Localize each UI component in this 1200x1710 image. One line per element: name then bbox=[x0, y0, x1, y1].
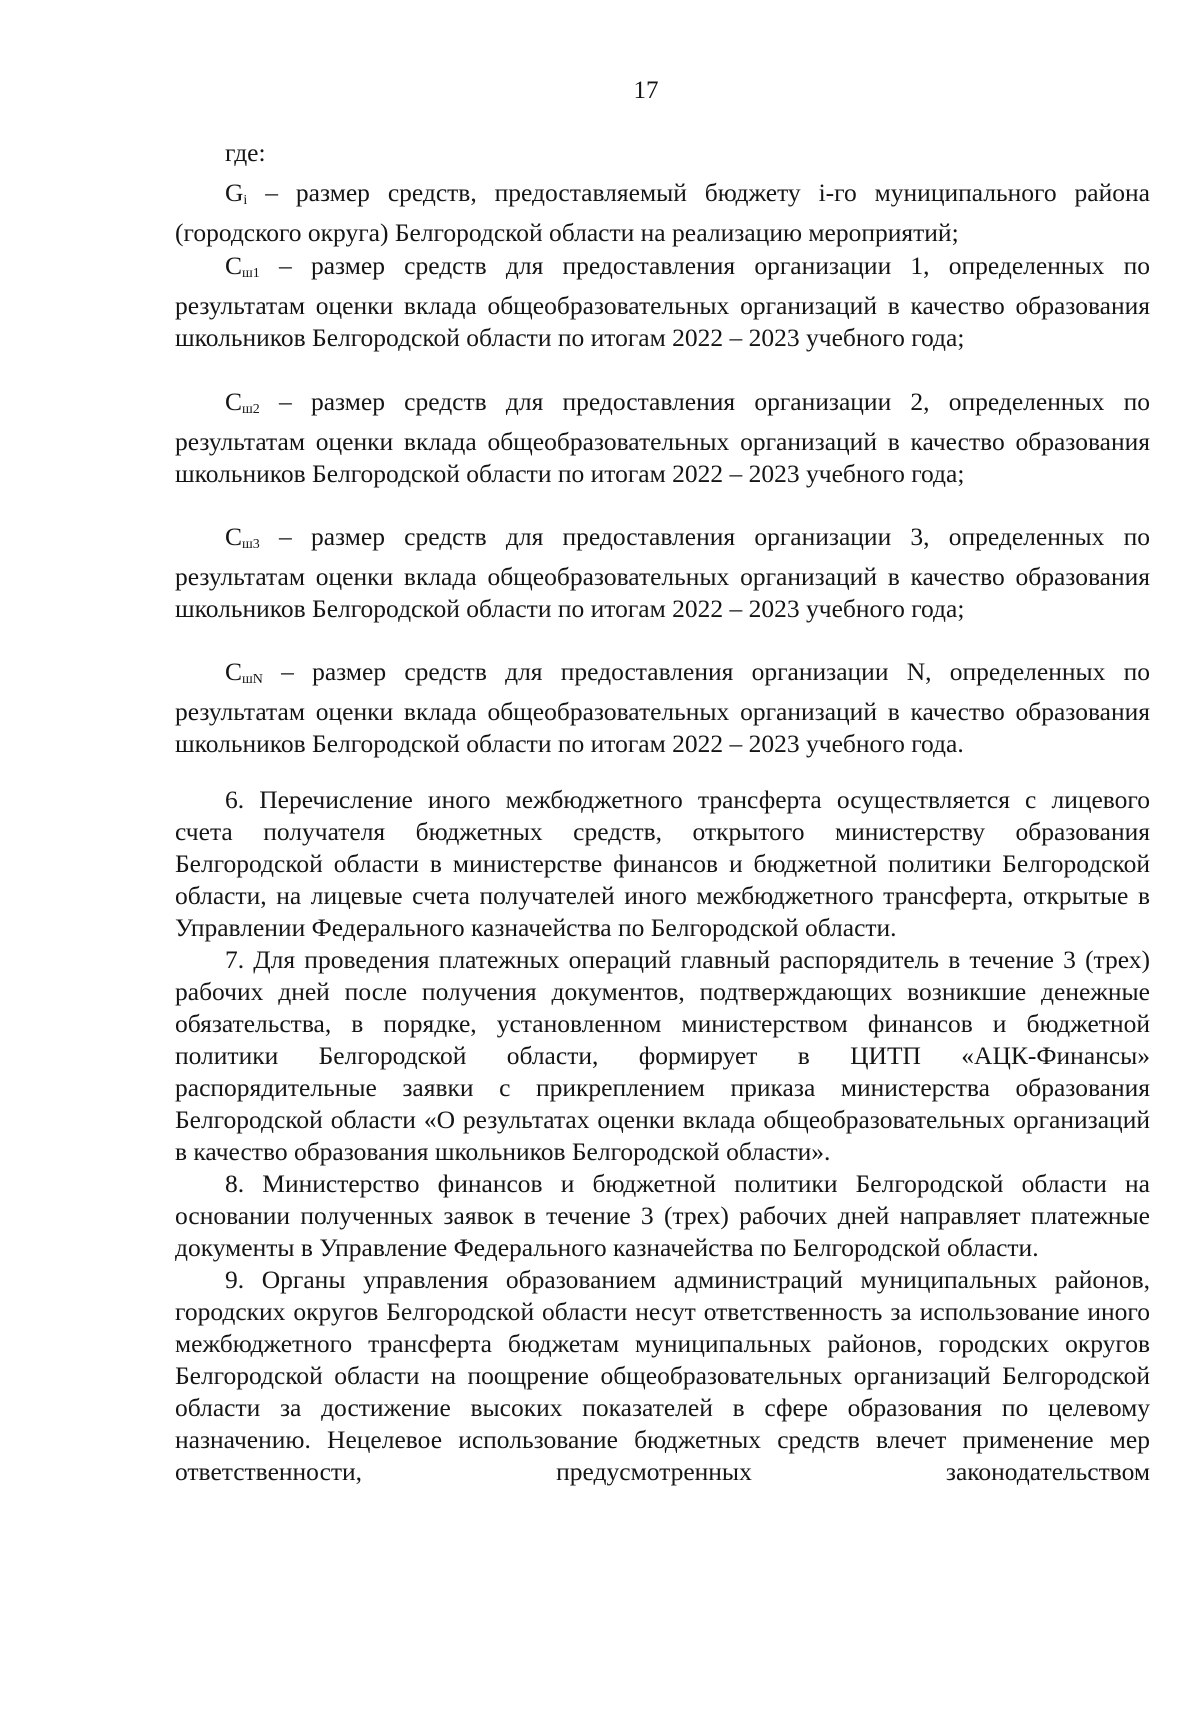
definition-text: – размер средств для предоставления организации 3, определенных по результатам оценки вклада общеобразовательных организаций в качество образования школьников Белгородской области по итогам 2022 – 2023 учебного года; bbox=[175, 522, 1150, 623]
definition-symbol: G bbox=[225, 178, 244, 207]
definition-subscript: ш3 bbox=[242, 537, 260, 552]
page-number: 17 bbox=[633, 77, 659, 104]
definition-subscript: i bbox=[243, 193, 248, 208]
definition-subscript: шN bbox=[242, 672, 263, 687]
definition-symbol: C bbox=[225, 522, 243, 551]
where-label: где: bbox=[225, 138, 266, 167]
definition-subscript: ш2 bbox=[242, 402, 260, 417]
paragraph-8: 8. Министерство финансов и бюджетной политики Белгородской области на основании полученных заявок в течение 3 (трех) рабочих дней направляет платежные документы в Управление Федерального казначейства по Белгородской области. bbox=[175, 1169, 1150, 1262]
definition-symbol: C bbox=[225, 657, 243, 686]
definition-symbol: C bbox=[225, 251, 243, 280]
definition-c-sh3 bbox=[175, 521, 1150, 625]
definition-text: – размер средств для предоставления организации 2, определенных по результатам оценки вклада общеобразовательных организаций в качество образования школьников Белгородской области по итогам 2022 – 2023 учебного года; bbox=[175, 387, 1150, 488]
definition-c-sh2 bbox=[175, 386, 1150, 490]
definition-symbol: C bbox=[225, 387, 243, 416]
paragraph-9: 9. Органы управления образованием администраций муниципальных районов, городских округов Белгородской области несут ответственность за использование иного межбюджетного трансферта бюджетам муниципальных районов, городских округов Белгородской области на поощрение общеобразовательных организаций Белгородской области за достижение высоких показателей в сфере образования по целевому назначению. Нецелевое использование бюджетных средств влечет применение мер ответственности, предусмотренных законодательством bbox=[175, 1265, 1150, 1486]
body-paragraphs bbox=[175, 784, 1150, 1488]
definition-text: – размер средств для предоставления организации 1, определенных по результатам оценки вклада общеобразовательных организаций в качество образования школьников Белгородской области по итогам 2022 – 2023 учебного года; bbox=[175, 251, 1150, 352]
definition-text: – размер средств, предоставляемый бюджету i-го муниципального района (городского округа) Белгородской области на реализацию мероприятий; bbox=[175, 178, 1150, 247]
definition-c-sh1 bbox=[175, 250, 1150, 354]
paragraph-6: 6. Перечисление иного межбюджетного трансферта осуществляется с лицевого счета получателя бюджетных средств, открытого министерству образования Белгородской области в министерстве финансов и бюджетной политики Белгородской области, на лицевые счета получателей иного межбюджетного трансферта, открытые в Управлении Федерального казначейства по Белгородской области. bbox=[175, 785, 1150, 942]
paragraph-7: 7. Для проведения платежных операций главный распорядитель в течение 3 (трех) рабочих дней после получения документов, подтверждающих возникшие денежные обязательства, в порядке, установленном министерством финансов и бюджетной политики Белгородской области, формирует в ЦИТП «АЦК-Финансы» распорядительные заявки с прикреплением приказа министерства образования Белгородской области «О результатах оценки вклада общеобразовательных организаций в качество образования школьников Белгородской области». bbox=[175, 945, 1150, 1166]
definition-subscript: ш1 bbox=[242, 266, 260, 281]
definition-g bbox=[175, 177, 1150, 249]
definition-c-shn bbox=[175, 656, 1150, 760]
definition-text: – размер средств для предоставления организации N, определенных по результатам оценки вклада общеобразовательных организаций в качество образования школьников Белгородской области по итогам 2022 – 2023 учебного года. bbox=[175, 657, 1150, 758]
